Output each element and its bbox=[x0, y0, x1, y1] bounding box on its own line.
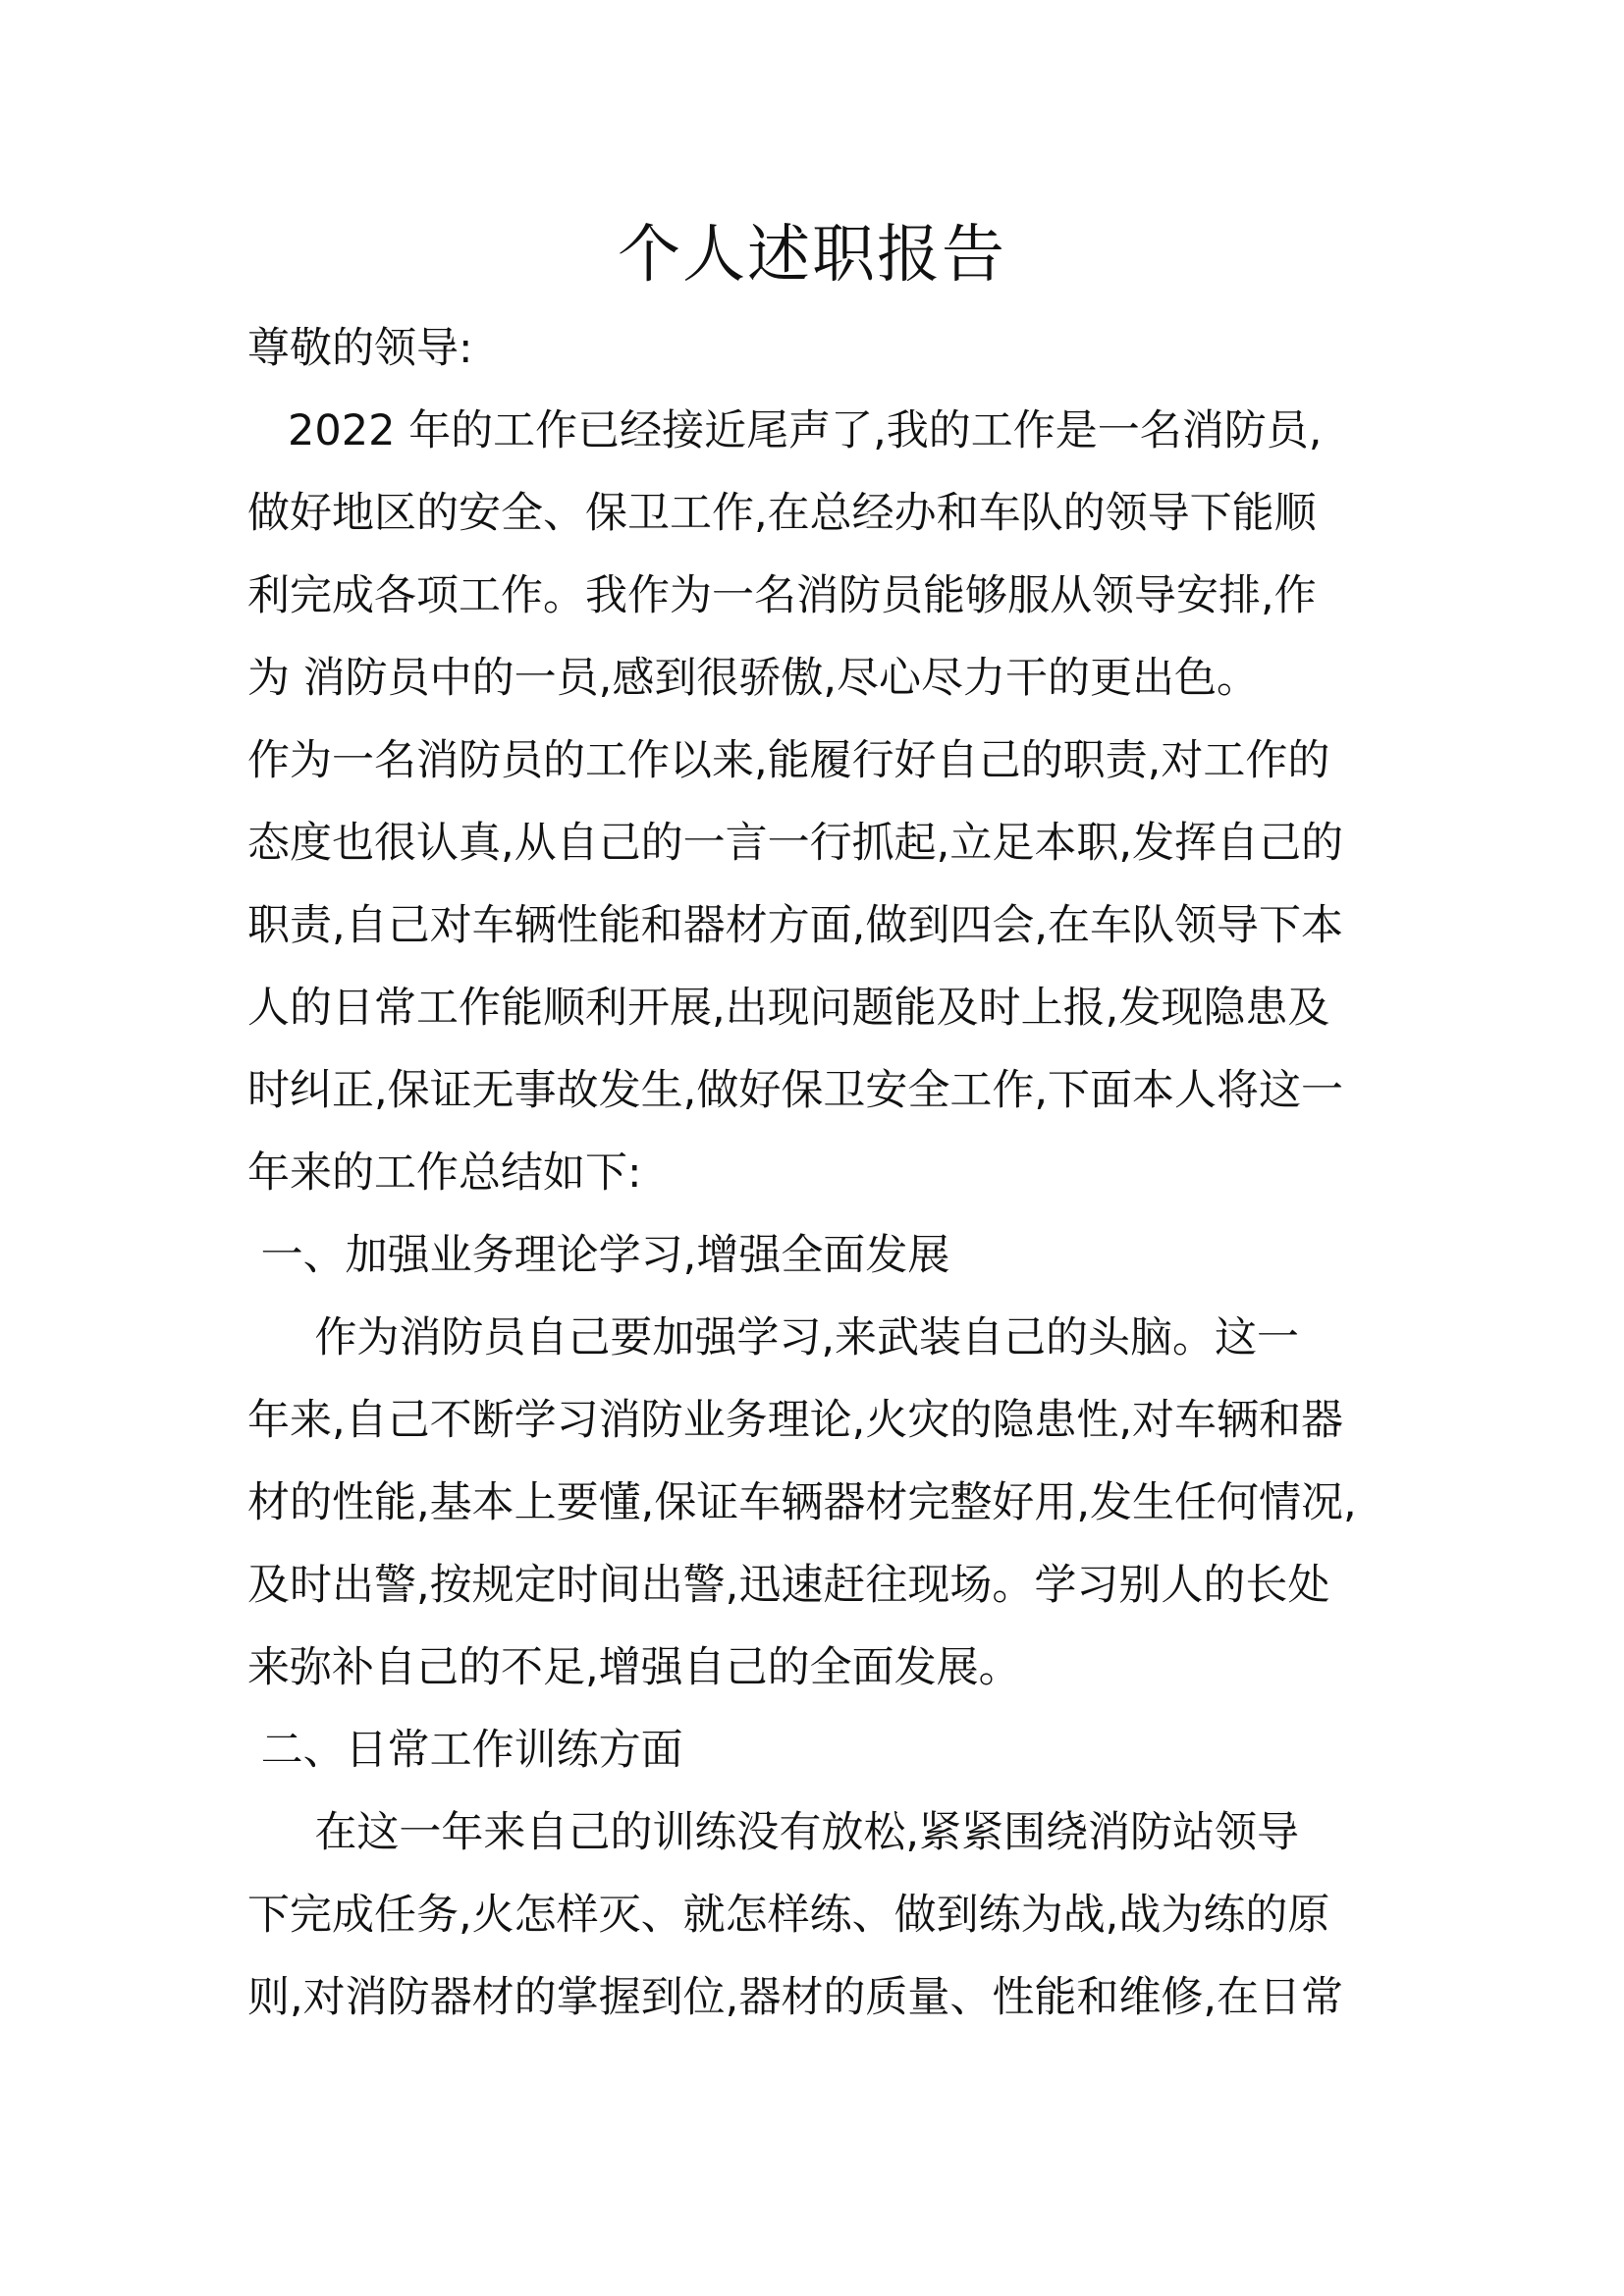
paragraph-line: 人的日常工作能顺利开展,出现问题能及时上报,发现隐患及 bbox=[247, 984, 1330, 1033]
paragraph-line: 职责,自己对车辆性能和器材方面,做到四会,在车队领导下本 bbox=[247, 901, 1344, 950]
paragraph-line: 作为消防员自己要加强学习,来武装自己的头脑。这一 bbox=[247, 1313, 1300, 1362]
section-heading-1: 一、加强业务理论学习,增强全面发展 bbox=[247, 1231, 950, 1280]
paragraph-line: 态度也很认真,从自己的一言一行抓起,立足本职,发挥自己的 bbox=[247, 819, 1344, 868]
paragraph-line: 为 消防员中的一员,感到很骄傲,尽心尽力干的更出色。 bbox=[247, 654, 1260, 703]
paragraph-line: 2022 年的工作已经接近尾声了,我的工作是一名消防员, bbox=[247, 406, 1323, 455]
paragraph-line: 利完成各项工作。我作为一名消防员能够服从领导安排,作 bbox=[247, 571, 1317, 620]
paragraph-line: 年来,自己不断学习消防业务理论,火灾的隐患性,对车辆和器 bbox=[247, 1396, 1344, 1445]
paragraph-line: 作为一名消防员的工作以来,能履行好自己的职责,对工作的 bbox=[247, 736, 1330, 785]
paragraph-line: 下完成任务,火怎样灭、就怎样练、做到练为战,战为练的原 bbox=[247, 1891, 1330, 1940]
salutation: 尊敬的领导: bbox=[247, 324, 473, 373]
paragraph-line: 年来的工作总结如下: bbox=[247, 1148, 642, 1198]
paragraph-line: 及时出警,按规定时间出警,迅速赶往现场。学习别人的长处 bbox=[247, 1561, 1330, 1610]
section-heading-2: 二、日常工作训练方面 bbox=[247, 1726, 683, 1775]
paragraph-line: 来弥补自己的不足,增强自己的全面发展。 bbox=[247, 1643, 1021, 1692]
paragraph-line: 材的性能,基本上要懂,保证车辆器材完整好用,发生任何情况, bbox=[247, 1478, 1357, 1527]
document-title: 个人述职报告 bbox=[618, 219, 1006, 292]
paragraph-line: 时纠正,保证无事故发生,做好保卫安全工作,下面本人将这一 bbox=[247, 1066, 1344, 1115]
paragraph-line: 在这一年来自己的训练没有放松,紧紧围绕消防站领导 bbox=[247, 1808, 1300, 1857]
paragraph-line: 做好地区的安全、保卫工作,在总经办和车队的领导下能顺 bbox=[247, 489, 1317, 538]
paragraph-line: 则,对消防器材的掌握到位,器材的质量、性能和维修,在日常 bbox=[247, 1973, 1344, 2022]
